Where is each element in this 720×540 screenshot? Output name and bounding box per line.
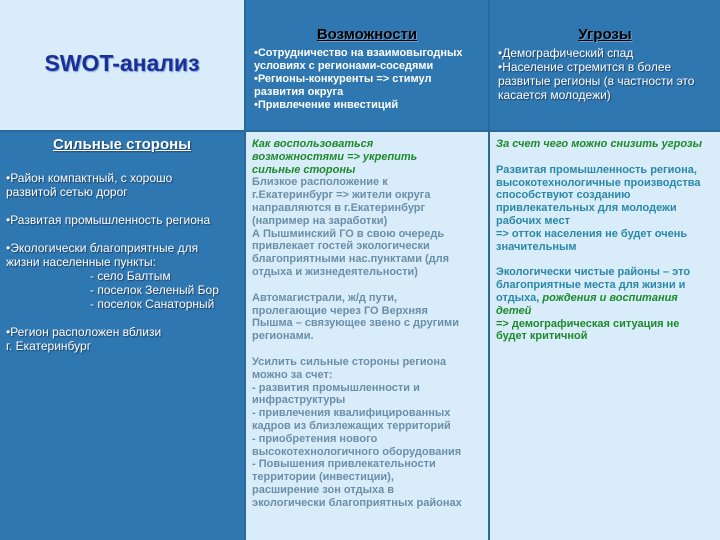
strength-line: г. Екатеринбург: [6, 339, 92, 353]
so-line: благоприятными нас.пунктами (для: [252, 253, 450, 266]
st-line: рабочих мест: [496, 214, 571, 227]
st-line: значительным: [496, 240, 577, 253]
so-line: - привлечения квалифицированных: [252, 407, 451, 420]
so-line: кадров из близлежащих территорий: [252, 419, 451, 432]
so-intro-line: Как воспользоваться: [252, 138, 374, 150]
so-line: экологически благоприятных районах: [252, 496, 462, 509]
so-line: регионами.: [252, 330, 314, 343]
so-line: А Пышминский ГО в свою очередь: [252, 227, 445, 240]
so-strategy-cell: [246, 132, 488, 540]
so-line: Усилить сильные стороны региона: [252, 355, 447, 368]
st-line-emphasis: детей: [496, 304, 532, 317]
so-paragraph: [252, 292, 484, 343]
st-line: Экологически чистые районы – это: [496, 266, 691, 279]
opportunities-line: условиях с регионами-соседями: [254, 60, 434, 72]
so-intro: [252, 138, 484, 176]
so-line: пролегающие через ГО Верхняя: [252, 304, 428, 317]
strength-item: [6, 171, 240, 199]
threats-line: •Демографический спад: [498, 46, 634, 60]
st-line: Развитая промышленность региона,: [496, 163, 697, 176]
so-line: инфраструктуры: [252, 394, 346, 407]
strength-item: [6, 325, 240, 353]
strength-line: •Экологически благоприятные для: [6, 241, 199, 255]
threats-cell: [490, 0, 720, 130]
st-line: => демографическая ситуация не: [496, 317, 680, 330]
st-paragraph: [496, 164, 718, 254]
so-line: - приобретения нового: [252, 432, 378, 445]
so-intro-line: возможностями => укрепить: [252, 150, 418, 163]
st-line: благоприятные места для жизни и: [496, 279, 686, 292]
so-line: Пышма – связующее звено с другими: [252, 317, 459, 330]
st-line-emphasis: рождения и воспитания: [542, 291, 678, 304]
so-line: г.Екатеринбург => жители округа: [252, 189, 431, 202]
so-line: расширение зон отдыха в: [252, 483, 395, 496]
st-intro: За счет чего можно снизить угрозы: [496, 138, 703, 150]
strength-subitem: - поселок Санаторный: [90, 297, 215, 311]
threats-line: •Население стремится в более: [498, 60, 672, 74]
so-intro-line: сильные стороны: [252, 163, 356, 176]
so-line: - Повышения привлекательности: [252, 458, 436, 471]
threats-list: [490, 43, 720, 102]
opportunities-list: [246, 43, 488, 112]
strength-item: [6, 241, 240, 311]
strengths-heading: Сильные стороны: [52, 136, 192, 153]
so-line: отдыха и жизнедеятельности): [252, 265, 418, 278]
st-line: привлекательных для молодежи: [496, 202, 677, 215]
st-line: [496, 292, 718, 305]
strength-subitem: - поселок Зеленый Бор: [90, 283, 219, 297]
st-strategy-cell: [490, 132, 720, 540]
so-line: можно за счет:: [252, 368, 333, 381]
opportunities-line: развития округа: [254, 86, 344, 98]
st-line: будет критичной: [496, 330, 588, 343]
so-paragraph: [252, 356, 484, 510]
opportunities-cell: [246, 0, 488, 130]
strengths-list: [0, 153, 244, 353]
strength-line: жизни населенные пункты:: [6, 255, 156, 269]
opportunities-heading: Возможности: [316, 26, 418, 43]
strengths-cell: [0, 132, 244, 540]
strength-line: развитой сетью дорог: [6, 185, 128, 199]
so-line: привлекает гостей экологически: [252, 240, 430, 253]
opportunities-line: •Регионы-конкуренты => стимул: [254, 73, 432, 85]
st-paragraph: [496, 266, 718, 317]
st-line: способствуют созданию: [496, 189, 631, 202]
so-line: Автомагистрали, ж/д пути,: [252, 291, 398, 304]
opportunities-line: •Привлечение инвестиций: [254, 99, 399, 111]
st-line: => отток населения не будет очень: [496, 227, 688, 240]
so-line: высокотехнологичного оборудования: [252, 445, 462, 458]
so-line: (например на заработки): [252, 214, 388, 227]
so-strategy-text: [246, 132, 488, 510]
so-line: - развития промышленности и: [252, 381, 420, 394]
st-line: высокотехнологичные производства: [496, 176, 701, 189]
threats-line: развитые регионы (в частности это: [498, 74, 695, 88]
title-cell: [0, 0, 244, 130]
opportunities-line: •Сотрудничество на взаимовыгодных: [254, 47, 463, 59]
threats-heading: Угрозы: [578, 26, 632, 43]
st-paragraph: [496, 318, 718, 344]
so-line: территории (инвестиции),: [252, 471, 394, 484]
st-strategy-text: [490, 132, 720, 343]
strength-line: •Район компактный, с хорошо: [6, 171, 173, 185]
strength-item: [6, 213, 240, 227]
so-line: Близкое расположение к: [252, 176, 388, 189]
strength-subitem: - село Балтым: [90, 269, 171, 283]
so-line: направляются в г.Екатеринбург: [252, 201, 426, 214]
st-line-part: отдыха,: [496, 291, 543, 304]
swot-title: SWOT-анализ: [44, 50, 200, 76]
strength-line: •Регион расположен вблизи: [6, 325, 162, 339]
strength-line: •Развитая промышленность региона: [6, 213, 211, 227]
so-paragraph: [252, 176, 484, 278]
threats-line: касается молодежи): [498, 88, 611, 102]
